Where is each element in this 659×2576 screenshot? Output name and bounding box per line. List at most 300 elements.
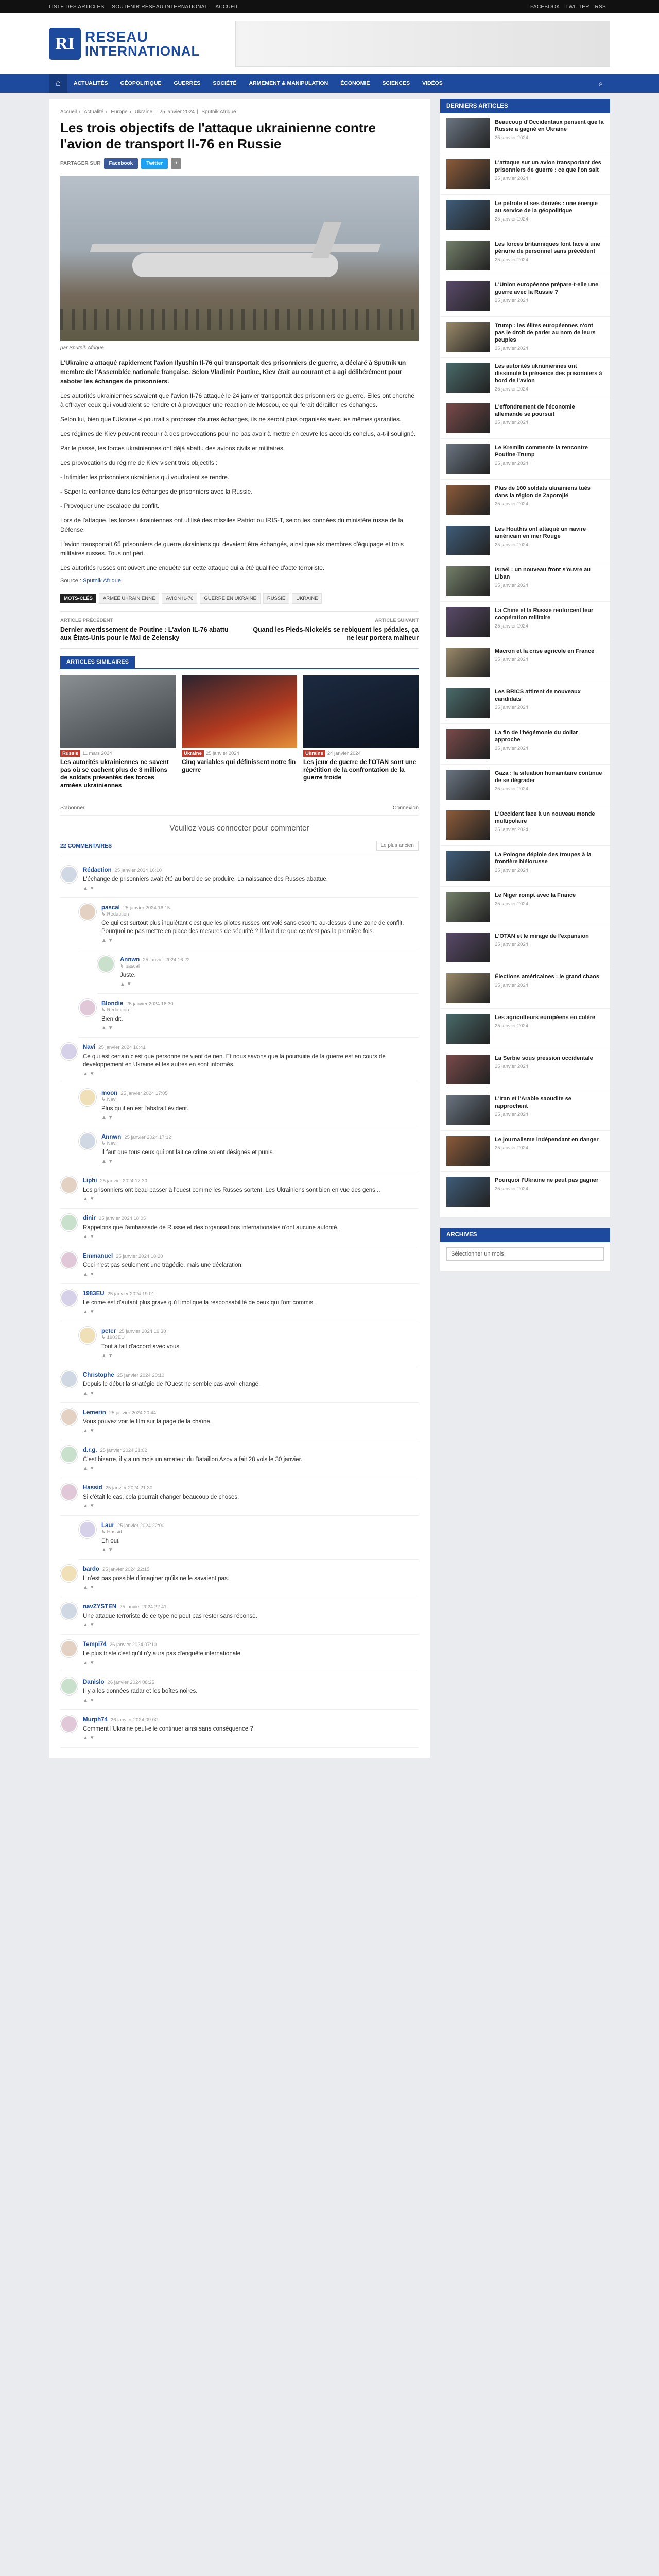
comment-body bbox=[83, 1289, 419, 1315]
sidebar-article-title[interactable]: Le journalisme indépendant en danger bbox=[495, 1137, 599, 1143]
sidebar-thumb[interactable] bbox=[446, 648, 490, 677]
related-thumb[interactable] bbox=[303, 675, 419, 748]
sidebar-article[interactable] bbox=[440, 235, 610, 276]
avatar[interactable] bbox=[97, 955, 115, 973]
sidebar-article[interactable] bbox=[440, 765, 610, 805]
comment-date: 25 janvier 2024 16:30 bbox=[126, 1001, 174, 1007]
sidebar-thumb[interactable] bbox=[446, 1095, 490, 1125]
thumbs-up-icon[interactable]: ▲ bbox=[83, 1735, 90, 1741]
sidebar-thumb[interactable] bbox=[446, 1014, 490, 1044]
comment-author[interactable]: moon bbox=[101, 1090, 118, 1096]
breadcrumb-item[interactable]: Ukraine bbox=[134, 109, 153, 115]
comment-votes bbox=[101, 1115, 419, 1121]
thumbs-down-icon[interactable]: ▼ bbox=[89, 1466, 95, 1471]
related-thumb[interactable] bbox=[182, 675, 297, 748]
sidebar-article-title[interactable]: Le Kremlin commente la rencontre Poutine-Trump bbox=[495, 445, 588, 458]
thumbs-up-icon[interactable]: ▲ bbox=[120, 981, 127, 987]
sidebar-article[interactable] bbox=[440, 927, 610, 968]
sidebar-article[interactable] bbox=[440, 887, 610, 927]
sidebar-thumb[interactable] bbox=[446, 892, 490, 922]
share-facebook-button[interactable]: Facebook bbox=[104, 158, 138, 169]
comment-author[interactable]: Rédaction bbox=[83, 867, 112, 873]
related-articles bbox=[60, 675, 419, 789]
thumbs-down-icon[interactable]: ▼ bbox=[108, 1115, 113, 1121]
avatar[interactable] bbox=[60, 1602, 78, 1620]
sidebar-article-title[interactable]: Les autorités ukrainiennes ont dissimulé la présence des prisonniers à bord de l'avion bbox=[495, 363, 602, 384]
comment-reply-to-name[interactable]: Navi bbox=[107, 1097, 117, 1103]
sidebar-article[interactable] bbox=[440, 805, 610, 846]
comment-author[interactable]: Murph74 bbox=[83, 1717, 108, 1723]
comment-author[interactable]: 1983EU bbox=[83, 1291, 105, 1297]
nav-item[interactable]: SCIENCES bbox=[382, 80, 410, 87]
thumbs-up-icon[interactable]: ▲ bbox=[83, 1196, 90, 1202]
previous-article-link[interactable] bbox=[60, 618, 232, 642]
sidebar-thumb[interactable] bbox=[446, 933, 490, 962]
thumbs-up-icon[interactable]: ▲ bbox=[101, 1159, 108, 1164]
sidebar-article[interactable] bbox=[440, 398, 610, 439]
sidebar-thumb[interactable] bbox=[446, 607, 490, 637]
thumbs-up-icon[interactable]: ▲ bbox=[83, 1503, 90, 1509]
thumbs-up-icon[interactable]: ▲ bbox=[83, 1466, 90, 1471]
paragraph: Les autorités russes ont ouvert une enquête sur cette attaque qui a été qualifiée d'acte terroriste. bbox=[60, 564, 325, 571]
related-card[interactable] bbox=[182, 675, 297, 789]
latest-heading: DERNIERS ARTICLES bbox=[440, 99, 610, 113]
hero-image bbox=[60, 176, 419, 341]
sidebar-article-text bbox=[495, 1177, 598, 1207]
sidebar-thumb[interactable] bbox=[446, 403, 490, 433]
sidebar-article[interactable] bbox=[440, 195, 610, 235]
sidebar-article-date: 25 janvier 2024 bbox=[495, 1145, 528, 1151]
avatar[interactable] bbox=[60, 1043, 78, 1060]
sidebar-article-title[interactable]: Le Niger rompt avec la France bbox=[495, 892, 576, 899]
related-category[interactable]: Ukraine bbox=[182, 750, 204, 757]
comment-body bbox=[83, 1176, 419, 1202]
tag[interactable]: AVION IL-76 bbox=[162, 593, 197, 604]
sidebar-thumb[interactable] bbox=[446, 200, 490, 230]
comment bbox=[79, 1127, 419, 1171]
comment-author[interactable]: Liphi bbox=[83, 1178, 97, 1184]
sidebar-thumb[interactable] bbox=[446, 241, 490, 270]
sidebar-article[interactable] bbox=[440, 561, 610, 602]
comment-author[interactable]: Navi bbox=[83, 1044, 96, 1050]
sidebar-article[interactable] bbox=[440, 968, 610, 1009]
comment-reply-to: ↳ Navi bbox=[101, 1141, 117, 1146]
nav-item[interactable]: ARMEMENT & MANIPULATION bbox=[249, 80, 328, 87]
avatar[interactable] bbox=[60, 1251, 78, 1269]
header-ad-banner[interactable] bbox=[235, 21, 610, 67]
thumbs-up-icon[interactable]: ▲ bbox=[83, 886, 90, 891]
sidebar-article-title[interactable]: La Chine et la Russie renforcent leur coopération militaire bbox=[495, 607, 594, 621]
comment-date: 25 janvier 2024 20:10 bbox=[117, 1372, 165, 1378]
thumbs-up-icon[interactable]: ▲ bbox=[83, 1272, 90, 1277]
thumbs-down-icon[interactable]: ▼ bbox=[108, 938, 113, 943]
thumbs-down-icon[interactable]: ▼ bbox=[89, 1391, 95, 1396]
page-title: Les trois objectifs de l'attaque ukrainienne contre l'avion de transport Il-76 en Russie bbox=[60, 120, 376, 151]
related-date: 24 janvier 2024 bbox=[327, 751, 361, 756]
sidebar-thumb[interactable] bbox=[446, 363, 490, 393]
sidebar-thumb[interactable] bbox=[446, 851, 490, 881]
breadcrumb-item[interactable]: Accueil bbox=[60, 109, 77, 115]
avatar[interactable] bbox=[60, 1483, 78, 1501]
comment-text: Si c'était le cas, cela pourrait changer beaucoup de choses. bbox=[83, 1494, 239, 1500]
sidebar-article-title[interactable]: L'Occident face à un nouveau monde multipolaire bbox=[495, 811, 595, 824]
paragraph: - Provoquer une escalade du conflit. bbox=[60, 502, 160, 510]
comment-reply-to-name[interactable]: Rédaction bbox=[107, 911, 129, 917]
comment-body bbox=[83, 1715, 419, 1741]
comment bbox=[60, 1365, 419, 1403]
sidebar-article-title[interactable]: Les forces britanniques font face à une pénurie de personnel sans précédent bbox=[495, 241, 600, 255]
tag[interactable]: RUSSIE bbox=[263, 593, 289, 604]
sidebar-article-title[interactable]: Les BRICS attirent de nouveaux candidats bbox=[495, 689, 581, 702]
comment-author[interactable]: Hassid bbox=[83, 1485, 102, 1491]
comment-header bbox=[83, 1715, 419, 1723]
avatar[interactable] bbox=[60, 1289, 78, 1307]
home-icon[interactable]: ⌂ bbox=[49, 74, 67, 93]
nav-item[interactable]: ÉCONOMIE bbox=[340, 80, 370, 87]
thumbs-down-icon[interactable]: ▼ bbox=[89, 1428, 95, 1434]
comment-date: 25 janvier 2024 22:41 bbox=[119, 1604, 167, 1610]
avatar[interactable] bbox=[60, 1715, 78, 1733]
comment bbox=[60, 1403, 419, 1440]
sidebar-thumb[interactable] bbox=[446, 322, 490, 352]
comment-votes bbox=[83, 1466, 419, 1471]
related-card[interactable] bbox=[60, 675, 176, 789]
related-title[interactable]: Les autorités ukrainiennes ne savent pas où se cachent plus de 3 millions de soldats présentés des forces armées ukrainiennes bbox=[60, 758, 169, 789]
sidebar-article-date: 25 janvier 2024 bbox=[495, 346, 528, 351]
comment-date: 25 janvier 2024 18:20 bbox=[116, 1253, 163, 1259]
tag[interactable]: GUERRE EN UKRAINE bbox=[200, 593, 260, 604]
comment bbox=[60, 1440, 419, 1478]
comment-cta[interactable]: Veuillez vous connecter pour commenter bbox=[169, 824, 309, 833]
sidebar-article-date: 25 janvier 2024 bbox=[495, 705, 528, 710]
comment bbox=[79, 994, 419, 1038]
comment-reply-to-name[interactable]: 1983EU bbox=[107, 1335, 125, 1341]
sidebar-article-title[interactable]: Gaza : la situation humanitaire continue de se dégrader bbox=[495, 770, 602, 784]
thumbs-up-icon[interactable]: ▲ bbox=[101, 1115, 108, 1121]
twitter-icon[interactable]: TWITTER bbox=[565, 4, 589, 10]
sidebar-article-title[interactable]: L'Iran et l'Arabie saoudite se rapprochent bbox=[495, 1096, 571, 1109]
sidebar-article-title[interactable]: Beaucoup d'Occidentaux pensent que la Russie a gagné en Ukraine bbox=[495, 119, 604, 132]
sidebar-article-title[interactable]: L'attaque sur un avion transportant des prisonniers de guerre : ce que l'on sait bbox=[495, 160, 601, 173]
sidebar-article-title[interactable]: Macron et la crise agricole en France bbox=[495, 648, 595, 654]
sidebar-article-text bbox=[495, 322, 604, 352]
comment bbox=[60, 860, 419, 898]
thumbs-down-icon[interactable]: ▼ bbox=[108, 1159, 113, 1164]
nav-item[interactable]: GUERRES bbox=[174, 80, 201, 87]
sidebar-thumb[interactable] bbox=[446, 973, 490, 1003]
nav-item[interactable]: VIDÉOS bbox=[422, 80, 443, 87]
comment-date: 25 janvier 2024 19:01 bbox=[107, 1291, 154, 1297]
article-body bbox=[60, 358, 419, 584]
comment-author[interactable]: Annwn bbox=[101, 1134, 122, 1140]
comment-body bbox=[83, 1640, 419, 1666]
sidebar-article-title[interactable]: La Pologne déploie des troupes à la frontière biélorusse bbox=[495, 852, 592, 865]
comment-author[interactable]: Tempi74 bbox=[83, 1641, 107, 1648]
comment-reply-to-name[interactable]: Hassid bbox=[107, 1529, 122, 1535]
avatar[interactable] bbox=[79, 1132, 96, 1150]
sidebar-article[interactable] bbox=[440, 1009, 610, 1049]
avatar[interactable] bbox=[79, 999, 96, 1016]
avatar[interactable] bbox=[79, 1327, 96, 1344]
facebook-icon[interactable]: FACEBOOK bbox=[530, 4, 560, 10]
comment-author[interactable]: Danislo bbox=[83, 1679, 105, 1685]
thumbs-down-icon[interactable]: ▼ bbox=[89, 1660, 95, 1666]
sidebar-article-text bbox=[495, 281, 604, 311]
sidebar-article-date: 25 janvier 2024 bbox=[495, 901, 528, 907]
site-logo[interactable] bbox=[49, 28, 200, 60]
sidebar-thumb[interactable] bbox=[446, 281, 490, 311]
sidebar-article[interactable] bbox=[440, 113, 610, 154]
related-category[interactable]: Russie bbox=[60, 750, 80, 757]
comment-body bbox=[101, 999, 419, 1031]
sidebar-article[interactable] bbox=[440, 317, 610, 358]
comment-reply-to: ↳ Rédaction bbox=[101, 911, 129, 917]
thumbs-down-icon[interactable]: ▼ bbox=[126, 981, 132, 987]
sidebar-article[interactable] bbox=[440, 358, 610, 398]
top-link[interactable]: LISTE DES ARTICLES bbox=[49, 4, 105, 10]
breadcrumb-item[interactable]: Europe bbox=[111, 109, 128, 115]
sidebar-article-title[interactable]: La fin de l'hégémonie du dollar approche bbox=[495, 730, 578, 743]
thumbs-up-icon[interactable]: ▲ bbox=[83, 1391, 90, 1396]
thumbs-up-icon[interactable]: ▲ bbox=[101, 1353, 108, 1359]
thumbs-down-icon[interactable]: ▼ bbox=[89, 1234, 95, 1240]
avatar[interactable] bbox=[60, 1565, 78, 1582]
sidebar-article[interactable] bbox=[440, 683, 610, 724]
sidebar-article-title[interactable]: L'OTAN et le mirage de l'expansion bbox=[495, 933, 589, 939]
sidebar-thumb[interactable] bbox=[446, 1177, 490, 1207]
breadcrumb-item[interactable]: Actualité bbox=[83, 109, 104, 115]
comment-body bbox=[83, 1565, 419, 1590]
thumbs-down-icon[interactable]: ▼ bbox=[89, 1272, 95, 1277]
thumbs-down-icon[interactable]: ▼ bbox=[108, 1547, 113, 1553]
comment-body bbox=[101, 1327, 419, 1359]
source-link[interactable]: Sputnik Afrique bbox=[83, 578, 122, 584]
top-social bbox=[530, 4, 610, 10]
sidebar-article[interactable] bbox=[440, 724, 610, 765]
sidebar-article[interactable] bbox=[440, 846, 610, 887]
comments-sort-select[interactable]: Le plus ancien bbox=[376, 841, 419, 851]
comment-author[interactable]: bardo bbox=[83, 1566, 99, 1572]
article-date: 25 janvier 2024 bbox=[159, 109, 195, 115]
avatar[interactable] bbox=[60, 1677, 78, 1695]
sidebar-article[interactable] bbox=[440, 1131, 610, 1172]
comment-votes bbox=[101, 938, 419, 943]
related-card[interactable] bbox=[303, 675, 419, 789]
paragraph: Les provocations du régime de Kiev visent trois objectifs : bbox=[60, 459, 218, 466]
thumbs-up-icon[interactable]: ▲ bbox=[83, 1660, 90, 1666]
comment-author[interactable]: Laur bbox=[101, 1522, 114, 1529]
sidebar-article[interactable] bbox=[440, 1172, 610, 1212]
sidebar-article[interactable] bbox=[440, 642, 610, 683]
comments-header bbox=[60, 841, 419, 855]
sidebar-thumb[interactable] bbox=[446, 810, 490, 840]
sidebar-article-text bbox=[495, 200, 604, 230]
sidebar-article[interactable] bbox=[440, 1049, 610, 1090]
thumbs-down-icon[interactable]: ▼ bbox=[108, 1353, 113, 1359]
nav-item[interactable]: GÉOPOLITIQUE bbox=[120, 80, 162, 87]
sidebar-thumb[interactable] bbox=[446, 485, 490, 515]
sidebar-thumb[interactable] bbox=[446, 118, 490, 148]
thumbs-up-icon[interactable]: ▲ bbox=[101, 938, 108, 943]
thumbs-down-icon[interactable]: ▼ bbox=[89, 1698, 95, 1703]
sidebar-article-title[interactable]: L'effondrement de l'économie allemande se poursuit bbox=[495, 404, 575, 417]
comment-text: Plus qu'il en est l'abstrait évident. bbox=[101, 1106, 189, 1112]
comment-votes bbox=[101, 1353, 419, 1359]
sidebar-article-date: 25 janvier 2024 bbox=[495, 216, 528, 222]
thumbs-up-icon[interactable]: ▲ bbox=[101, 1025, 108, 1031]
sidebar-article-title[interactable]: Élections américaines : le grand chaos bbox=[495, 974, 599, 980]
sidebar-article-title[interactable]: Trump : les élites européennes n'ont pas le droit de parler au nom de leurs peuples bbox=[495, 323, 596, 343]
thumbs-down-icon[interactable]: ▼ bbox=[89, 1071, 95, 1077]
thumbs-down-icon[interactable]: ▼ bbox=[89, 1503, 95, 1509]
avatar[interactable] bbox=[60, 1370, 78, 1388]
avatar[interactable] bbox=[60, 1408, 78, 1426]
comment-author[interactable]: Annwn bbox=[120, 957, 140, 963]
login-button[interactable]: Connexion bbox=[392, 805, 419, 811]
avatar[interactable] bbox=[60, 1176, 78, 1194]
sidebar-article-title[interactable]: Israël : un nouveau front s'ouvre au Liban bbox=[495, 567, 591, 580]
comment-header bbox=[101, 1327, 419, 1334]
comment-author[interactable]: d.r.g. bbox=[83, 1447, 97, 1453]
thumbs-down-icon[interactable]: ▼ bbox=[89, 1585, 95, 1590]
thumbs-down-icon[interactable]: ▼ bbox=[108, 1025, 113, 1031]
related-title[interactable]: Les jeux de guerre de l'OTAN sont une répétition de la confrontation de la guerre froide bbox=[303, 758, 417, 781]
thumbs-up-icon[interactable]: ▲ bbox=[83, 1234, 90, 1240]
thumbs-down-icon[interactable]: ▼ bbox=[89, 886, 95, 891]
comments-toolbar bbox=[60, 801, 419, 816]
comment-votes bbox=[83, 1272, 419, 1277]
sidebar-article-title[interactable]: L'Union européenne prépare-t-elle une guerre avec la Russie ? bbox=[495, 282, 599, 295]
sidebar-thumb[interactable] bbox=[446, 1055, 490, 1084]
archives-select[interactable]: Sélectionner un mois bbox=[446, 1247, 604, 1261]
sidebar-article[interactable] bbox=[440, 154, 610, 195]
comment-date: 26 janvier 2024 09:02 bbox=[110, 1717, 158, 1723]
thumbs-up-icon[interactable]: ▲ bbox=[83, 1071, 90, 1077]
sidebar-thumb[interactable] bbox=[446, 770, 490, 800]
sidebar-article-title[interactable]: Plus de 100 soldats ukrainiens tués dans la région de Zaporojié bbox=[495, 485, 591, 499]
sidebar-article-title[interactable]: Les agriculteurs européens en colère bbox=[495, 1014, 596, 1021]
prev-label: ARTICLE PRÉCÉDENT bbox=[60, 618, 113, 623]
search-icon[interactable]: ⌕ bbox=[598, 79, 603, 88]
sidebar-thumb[interactable] bbox=[446, 444, 490, 474]
comment-text: Une attaque terroriste de ce type ne peut pas rester sans réponse. bbox=[83, 1613, 257, 1619]
tag-list bbox=[60, 593, 419, 604]
tags-label: MOTS-CLÉS bbox=[60, 594, 96, 603]
rss-icon[interactable]: RSS bbox=[595, 4, 606, 10]
comment-reply-to-name[interactable]: pascal bbox=[125, 963, 140, 969]
sidebar-article[interactable] bbox=[440, 480, 610, 520]
sidebar-article-title[interactable]: Le pétrole et ses dérivés : une énergie au service de la géopolitique bbox=[495, 200, 598, 214]
subscribe-button[interactable]: S'abonner bbox=[60, 805, 85, 811]
top-link[interactable]: SOUTENIR RÉSEAU INTERNATIONAL bbox=[112, 4, 208, 10]
sidebar-thumb[interactable] bbox=[446, 688, 490, 718]
sidebar-article-date: 25 janvier 2024 bbox=[495, 386, 528, 392]
sidebar-article[interactable] bbox=[440, 276, 610, 317]
comment-date: 25 janvier 2024 21:30 bbox=[105, 1485, 153, 1491]
sidebar-article-title[interactable]: La Serbie sous pression occidentale bbox=[495, 1055, 593, 1061]
avatar[interactable] bbox=[79, 1089, 96, 1106]
nav-item[interactable]: SOCIÉTÉ bbox=[213, 80, 237, 87]
thumbs-up-icon[interactable]: ▲ bbox=[83, 1698, 90, 1703]
sidebar-article-date: 25 janvier 2024 bbox=[495, 982, 528, 988]
comment-reply-to-name[interactable]: Navi bbox=[107, 1141, 117, 1146]
related-category[interactable]: Ukraine bbox=[303, 750, 325, 757]
tag[interactable]: UKRAINE bbox=[292, 593, 322, 604]
thumbs-up-icon[interactable]: ▲ bbox=[83, 1309, 90, 1315]
top-link[interactable]: ACCUEIL bbox=[215, 4, 239, 10]
comment-reply-to-name[interactable]: Rédaction bbox=[107, 1007, 129, 1013]
sidebar-article-text bbox=[495, 729, 604, 759]
sidebar-article-title[interactable]: Les Houthis ont attaqué un navire américain en mer Rouge bbox=[495, 526, 586, 539]
comment-author[interactable]: peter bbox=[101, 1328, 116, 1334]
thumbs-down-icon[interactable]: ▼ bbox=[89, 1309, 95, 1315]
share-row bbox=[60, 158, 419, 169]
sidebar-article[interactable] bbox=[440, 1090, 610, 1131]
sidebar-article[interactable] bbox=[440, 520, 610, 561]
comment-header bbox=[83, 1565, 419, 1572]
thumbs-up-icon[interactable]: ▲ bbox=[83, 1585, 90, 1590]
comment-author[interactable]: pascal bbox=[101, 905, 120, 911]
sidebar-article[interactable] bbox=[440, 602, 610, 642]
comment-author[interactable]: navZYSTEN bbox=[83, 1604, 117, 1610]
sidebar-article-text bbox=[495, 241, 604, 270]
related-title[interactable]: Cinq variables qui définissent notre fin guerre bbox=[182, 758, 296, 773]
comment bbox=[60, 1209, 419, 1246]
thumbs-up-icon[interactable]: ▲ bbox=[83, 1428, 90, 1434]
avatar[interactable] bbox=[60, 866, 78, 883]
comment-author[interactable]: Lemerin bbox=[83, 1410, 106, 1416]
breadcrumb: Accueil › Actualité › Europe › Ukraine | 25 janvier 2024 | Sputnik Afrique bbox=[60, 109, 236, 115]
related-thumb[interactable] bbox=[60, 675, 176, 748]
comment-votes bbox=[83, 886, 419, 891]
sidebar-article[interactable] bbox=[440, 439, 610, 480]
comment-text: Il faut que tous ceux qui ont fait ce crime soient désignés et punis. bbox=[101, 1149, 274, 1156]
comment bbox=[79, 1083, 419, 1127]
share-more-icon[interactable]: + bbox=[171, 158, 181, 169]
tag[interactable]: ARMÉE UKRAINIENNE bbox=[99, 593, 159, 604]
thumbs-down-icon[interactable]: ▼ bbox=[89, 1735, 95, 1741]
thumbs-down-icon[interactable]: ▼ bbox=[89, 1196, 95, 1202]
comment bbox=[97, 950, 419, 994]
next-article-link[interactable] bbox=[247, 618, 419, 642]
comment-author[interactable]: Emmanuel bbox=[83, 1253, 113, 1259]
share-twitter-button[interactable]: Twitter bbox=[141, 158, 168, 169]
sidebar-thumb[interactable] bbox=[446, 1136, 490, 1166]
article-author[interactable]: Sputnik Afrique bbox=[201, 109, 236, 115]
comment-text: Tout à fait d'accord avec vous. bbox=[101, 1344, 181, 1350]
avatar[interactable] bbox=[60, 1446, 78, 1463]
sidebar-thumb[interactable] bbox=[446, 159, 490, 189]
thumbs-up-icon[interactable]: ▲ bbox=[83, 1622, 90, 1628]
avatar[interactable] bbox=[79, 1521, 96, 1538]
sidebar-thumb[interactable] bbox=[446, 526, 490, 555]
comment-author[interactable]: dinir bbox=[83, 1215, 96, 1222]
thumbs-up-icon[interactable]: ▲ bbox=[101, 1547, 108, 1553]
sidebar-thumb[interactable] bbox=[446, 566, 490, 596]
comment-author[interactable]: Christophe bbox=[83, 1372, 114, 1378]
sidebar-article-date: 25 janvier 2024 bbox=[495, 1112, 528, 1117]
sidebar-article-title[interactable]: Pourquoi l'Ukraine ne peut pas gagner bbox=[495, 1177, 599, 1183]
comment-author[interactable]: Blondie bbox=[101, 1001, 124, 1007]
avatar[interactable] bbox=[60, 1214, 78, 1231]
comments-count: 22 COMMENTAIRES bbox=[60, 842, 112, 849]
nav-item[interactable]: ACTUALITÉS bbox=[74, 80, 108, 87]
avatar[interactable] bbox=[60, 1640, 78, 1657]
sidebar-thumb[interactable] bbox=[446, 729, 490, 759]
avatar[interactable] bbox=[79, 903, 96, 921]
thumbs-down-icon[interactable]: ▼ bbox=[89, 1622, 95, 1628]
related-date: 11 mars 2024 bbox=[82, 751, 112, 756]
